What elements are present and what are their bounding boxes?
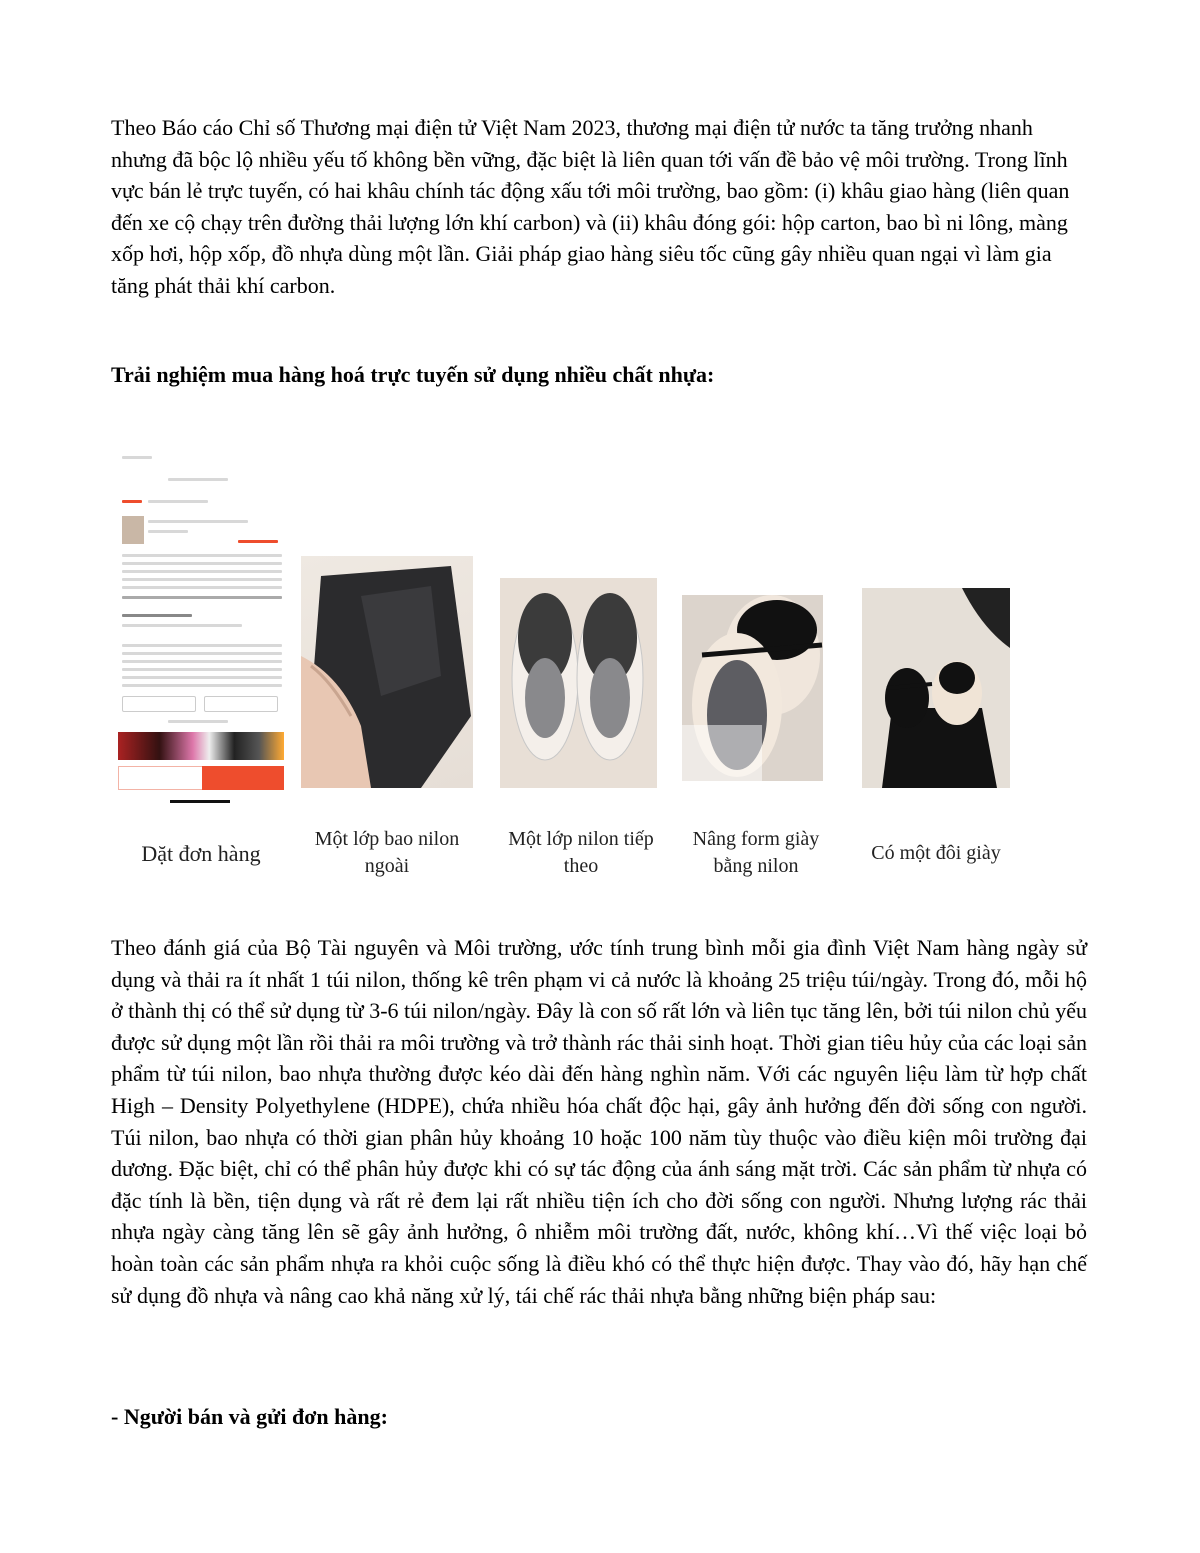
buy-again-button bbox=[118, 766, 204, 790]
worn-shoes-photo bbox=[862, 588, 1010, 788]
bullet-text: - Người bán và gửi đơn hàng: bbox=[111, 1404, 388, 1429]
shoes-illustration bbox=[500, 578, 657, 788]
view-shop-button bbox=[204, 696, 278, 712]
chat-shop-button bbox=[122, 696, 196, 712]
info-line bbox=[122, 676, 282, 679]
recommend-strip bbox=[118, 732, 284, 760]
black-plastic-bag-photo bbox=[301, 556, 473, 788]
info-line bbox=[122, 668, 282, 671]
reorder-button bbox=[202, 766, 284, 790]
caption-outer-bag: Một lớp bao nilon ngoài bbox=[314, 828, 460, 877]
shoe-filler-illustration bbox=[682, 595, 823, 781]
caption-form: Nâng form giày bằng nilon bbox=[692, 828, 820, 877]
worn-shoes-illustration bbox=[862, 588, 1010, 788]
shoe-with-plastic-filler-photo bbox=[682, 595, 823, 781]
product-thumbnail bbox=[122, 516, 144, 544]
shoes-in-plastic-photo bbox=[500, 578, 657, 788]
price-line bbox=[238, 540, 278, 543]
info-line bbox=[122, 644, 282, 647]
total-line bbox=[122, 596, 282, 599]
caption-shoes: Có một đôi giày bbox=[871, 842, 1001, 864]
summary-line bbox=[122, 554, 282, 557]
summary-line bbox=[122, 586, 282, 589]
info-line bbox=[122, 660, 282, 663]
info-line bbox=[122, 684, 282, 687]
info-line bbox=[122, 652, 282, 655]
product-line bbox=[148, 520, 248, 523]
summary-line bbox=[122, 570, 282, 573]
caption-order: Dặt đơn hàng bbox=[141, 841, 261, 866]
status-bar bbox=[122, 456, 152, 459]
bag-illustration bbox=[301, 556, 473, 788]
product-line bbox=[148, 530, 188, 533]
payment-line bbox=[122, 624, 242, 627]
payment-heading bbox=[122, 614, 192, 617]
phone-order-screenshot bbox=[118, 446, 284, 794]
section-heading: Trải nghiệm mua hàng hoá trực tuyến sử dụng nhiều chất nhựa: bbox=[111, 362, 715, 387]
recommend-heading bbox=[168, 720, 228, 723]
home-indicator bbox=[170, 800, 230, 803]
summary-line bbox=[122, 578, 282, 581]
screen-title-bar bbox=[168, 478, 228, 481]
summary-line bbox=[122, 562, 282, 565]
shop-badge bbox=[122, 500, 142, 503]
bullet-item bbox=[111, 1404, 388, 1430]
intro-paragraph: Theo Báo cáo Chỉ số Thương mại điện tử Việt Nam 2023, thương mại điện tử nước ta tăng trưởng nhanh nhưng đã bộc lộ nhiều yếu tố không bền vững, đặc biệt là liên quan tới vấn đề bảo vệ môi trường. Trong lĩnh vực bán lẻ trực tuyến, có hai khâu chính tác động xấu tới môi trường, bao gồm: (i) khâu giao hàng (liên quan đến xe cộ chạy trên đường thải lượng lớn khí carbon) và (ii) khâu đóng gói: hộp carton, bao bì ni lông, màng xốp hơi, hộp xốp, đồ nhựa dùng một lần. Giải pháp giao hàng siêu tốc cũng gây nhiều quan ngại vì làm gia tăng phát thải khí carbon. bbox=[111, 115, 1070, 298]
body-paragraph: Theo đánh giá của Bộ Tài nguyên và Môi trường, ước tính trung bình mỗi gia đình Việt Nam hàng ngày sử dụng và thải ra ít nhất 1 túi nilon, thống kê trên phạm vi cả nước là khoảng 25 triệu túi/ngày. Trong đó, mỗi hộ ở thành thị có thể sử dụng từ 3-6 túi nilon/ngày. Đây là con số rất lớn và liên tục tăng lên, bởi túi nilon chủ yếu được sử dụng một lần rồi thải ra môi trường và trở thành rác thải sinh hoạt. Thời gian tiêu hủy của các loại sản phẩm từ túi nilon, bao nhựa thường được kéo dài đến hàng nghìn năm. Với các nguyên liệu làm từ hợp chất High – Density Polyethylene (HDPE), chứa nhiều hóa chất độc hại, gây ảnh hưởng đến đời sống con người. Túi nilon, bao nhựa có thời gian phân hủy khoảng 10 hoặc 100 năm tùy thuộc vào điều kiện môi trường đại dương. Đặc biệt, chỉ có thể phân hủy được khi có sự tác động của ánh sáng mặt trời. Các sản phẩm từ nhựa có đặc tính là bền, tiện dụng và rất rẻ đem lại rất nhiều tiện ích cho đời sống con người. Nhưng lượng rác thải nhựa ngày càng tăng lên sẽ gây ảnh hưởng, ô nhiễm môi trường đất, nước, không khí…Vì thế việc loại bỏ hoàn toàn các sản phẩm nhựa ra khỏi cuộc sống là điều khó có thể thực hiện được. Thay vào đó, hãy hạn chế sử dụng đồ nhựa và nâng cao khả năng xử lý, tái chế rác thải nhựa bằng những biện pháp sau: bbox=[111, 935, 1087, 1308]
shop-name-bar bbox=[148, 500, 208, 503]
caption-inner-bag: Một lớp nilon tiếp theo bbox=[508, 828, 654, 877]
